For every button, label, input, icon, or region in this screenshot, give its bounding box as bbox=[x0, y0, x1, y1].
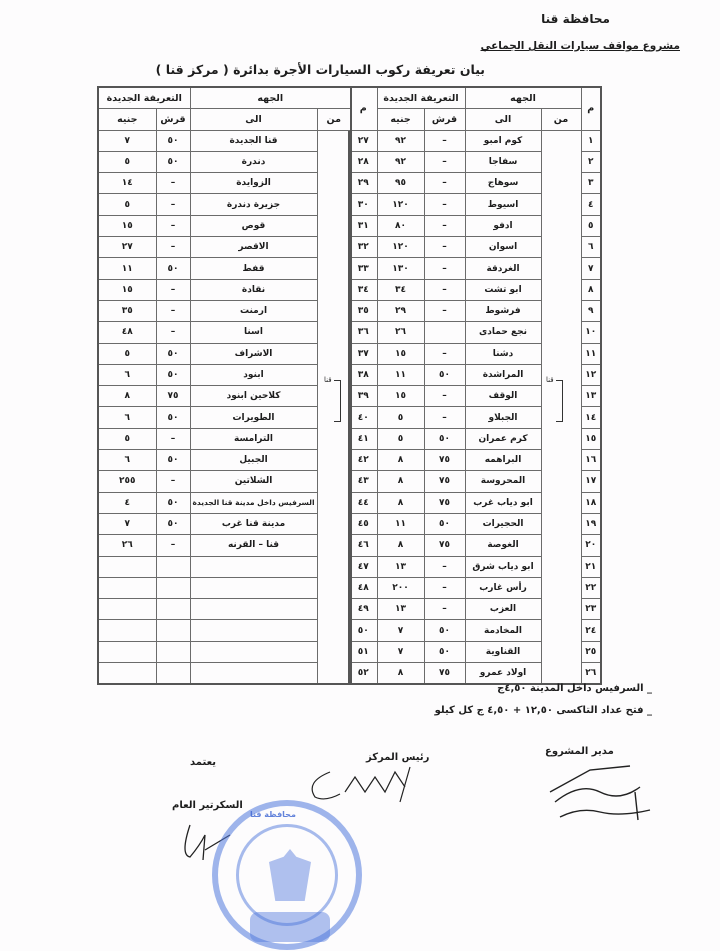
col-to-header: الى bbox=[190, 109, 317, 130]
pounds-cell: ٨ bbox=[377, 471, 424, 492]
piasters-cell: ٧٥ bbox=[424, 492, 465, 513]
to-cell: قنا الجديدة bbox=[190, 130, 317, 151]
piasters-cell: – bbox=[424, 173, 465, 194]
fare-table-right bbox=[348, 86, 602, 685]
pounds-cell: ٩٢ bbox=[377, 130, 424, 151]
from-bracket-label: قنا bbox=[324, 376, 332, 384]
pounds-cell: ٧ bbox=[377, 620, 424, 641]
to-cell: دندرة bbox=[190, 151, 317, 172]
eagle-emblem-icon bbox=[269, 849, 311, 901]
row-num-cell: ١٨ bbox=[581, 492, 601, 513]
to-cell: اولاد عمرو bbox=[465, 663, 541, 685]
row-num-cell: ٦ bbox=[581, 237, 601, 258]
to-cell: نقادة bbox=[190, 279, 317, 300]
row-num-cell: ٢٢ bbox=[581, 577, 601, 598]
col-direction-header: الجهه bbox=[465, 87, 581, 109]
pounds-cell: ٥ bbox=[377, 428, 424, 449]
piasters-cell: – bbox=[156, 428, 190, 449]
row-num-cell: ٢٨ bbox=[349, 151, 377, 172]
piasters-cell: – bbox=[424, 151, 465, 172]
row-num-cell: ١٩ bbox=[581, 513, 601, 534]
to-cell: رأس غارب bbox=[465, 577, 541, 598]
table-row bbox=[98, 407, 351, 428]
row-num-cell: ٩ bbox=[581, 300, 601, 321]
piasters-cell bbox=[424, 322, 465, 343]
pounds-cell: ١٢٠ bbox=[377, 194, 424, 215]
table-row bbox=[98, 663, 351, 685]
pounds-cell: ٩٥ bbox=[377, 173, 424, 194]
to-cell: اسوان bbox=[465, 237, 541, 258]
piasters-cell bbox=[156, 663, 190, 685]
row-num-cell: ٤٠ bbox=[349, 407, 377, 428]
pounds-cell: ١١ bbox=[377, 364, 424, 385]
to-cell: مدينة قنا غرب bbox=[190, 513, 317, 534]
row-num-cell: ١٣ bbox=[581, 386, 601, 407]
note-taxi-meter: _ فتح عداد التاكسى ١٢,٥٠ + ٤,٥٠ ج كل كيلو bbox=[434, 705, 652, 716]
table-row bbox=[98, 492, 351, 513]
approve-label: يعتمد bbox=[190, 757, 216, 768]
pounds-cell: ٣٤ bbox=[377, 279, 424, 300]
piasters-cell: – bbox=[424, 194, 465, 215]
table-row bbox=[98, 151, 351, 172]
row-num-cell: ١٧ bbox=[581, 471, 601, 492]
pounds-cell: ٧ bbox=[98, 513, 156, 534]
to-cell bbox=[190, 577, 317, 598]
table-row bbox=[98, 535, 351, 556]
table-row bbox=[98, 556, 351, 577]
pounds-cell: ٢٥٥ bbox=[98, 471, 156, 492]
stamp-inner-ring bbox=[236, 824, 338, 926]
to-cell: المخادمة bbox=[465, 620, 541, 641]
pounds-cell: ٨ bbox=[98, 386, 156, 407]
row-num-cell: ٤٣ bbox=[349, 471, 377, 492]
row-num-cell: ٢٥ bbox=[581, 641, 601, 662]
project-subtitle: مشروع مواقف سيارات النقل الجماعي bbox=[480, 40, 680, 52]
piasters-cell: ٧٥ bbox=[424, 450, 465, 471]
row-num-cell: ٢١ bbox=[581, 556, 601, 577]
note-service-fare: _ السرفيس داخل المدينة ٤,٥٠ج bbox=[497, 683, 652, 694]
pounds-cell: ٩٢ bbox=[377, 151, 424, 172]
to-cell: سفاجا bbox=[465, 151, 541, 172]
row-num-cell: ٢٦ bbox=[581, 663, 601, 685]
row-num-cell: ٥٢ bbox=[349, 663, 377, 685]
piasters-cell: ٥٠ bbox=[156, 258, 190, 279]
piasters-cell bbox=[156, 577, 190, 598]
to-cell: الجبلاو bbox=[465, 407, 541, 428]
piasters-cell: ٥٠ bbox=[424, 641, 465, 662]
col-new-fare-header: التعريفة الجديدة bbox=[377, 87, 465, 109]
bracket-line-icon bbox=[334, 380, 341, 422]
piasters-cell bbox=[156, 641, 190, 662]
row-num-cell: ٣٥ bbox=[349, 300, 377, 321]
to-cell: السرفيس داخل مدينة قنا الجديدة bbox=[190, 492, 317, 513]
governorate-title: محافظة قنا bbox=[541, 12, 610, 26]
piasters-cell: – bbox=[156, 535, 190, 556]
row-num-cell: ٤ bbox=[581, 194, 601, 215]
piasters-cell: – bbox=[424, 130, 465, 151]
to-cell: اسيوط bbox=[465, 194, 541, 215]
col-new-fare-header: التعريفة الجديدة bbox=[98, 87, 190, 109]
row-num-cell: ١٢ bbox=[581, 364, 601, 385]
row-num-cell: ٤٥ bbox=[349, 513, 377, 534]
row-num-cell: ٤٨ bbox=[349, 577, 377, 598]
pounds-cell: ٦ bbox=[98, 407, 156, 428]
pounds-cell: ١٣٠ bbox=[377, 258, 424, 279]
table-row bbox=[98, 343, 351, 364]
row-num-cell: ٣٧ bbox=[349, 343, 377, 364]
col-piasters-header: قرش bbox=[424, 109, 465, 130]
piasters-cell: ٧٥ bbox=[424, 663, 465, 685]
col-num-header-2: م bbox=[349, 87, 377, 130]
row-num-cell: ٢٣ bbox=[581, 599, 601, 620]
pounds-cell: ٨ bbox=[377, 535, 424, 556]
row-num-cell: ٤١ bbox=[349, 428, 377, 449]
pounds-cell: ٦ bbox=[98, 450, 156, 471]
pounds-cell: ١١ bbox=[98, 258, 156, 279]
row-num-cell: ١٠ bbox=[581, 322, 601, 343]
to-cell bbox=[190, 663, 317, 685]
row-num-cell: ٤٩ bbox=[349, 599, 377, 620]
row-num-cell: ٣٣ bbox=[349, 258, 377, 279]
to-cell: الغردقة bbox=[465, 258, 541, 279]
table-row bbox=[98, 471, 351, 492]
pounds-cell: ٨ bbox=[377, 663, 424, 685]
piasters-cell: – bbox=[424, 215, 465, 236]
row-num-cell: ٤٧ bbox=[349, 556, 377, 577]
stamp-tab bbox=[250, 912, 330, 942]
to-cell: الاشراف bbox=[190, 343, 317, 364]
row-num-cell: ٣٤ bbox=[349, 279, 377, 300]
pounds-cell bbox=[98, 620, 156, 641]
center-head-title: رئيس المركز bbox=[366, 752, 430, 763]
col-direction-header: الجهه bbox=[190, 87, 351, 109]
col-piasters-header: قرش bbox=[156, 109, 190, 130]
to-cell: الزوايدة bbox=[190, 173, 317, 194]
pounds-cell: ٤ bbox=[98, 492, 156, 513]
table-row bbox=[98, 364, 351, 385]
table-row bbox=[98, 599, 351, 620]
row-num-cell: ٣١ bbox=[349, 215, 377, 236]
pounds-cell: ٧ bbox=[377, 641, 424, 662]
piasters-cell: ٧٥ bbox=[156, 386, 190, 407]
row-num-cell: ١٤ bbox=[581, 407, 601, 428]
pounds-cell: ٢٩ bbox=[377, 300, 424, 321]
piasters-cell: – bbox=[424, 343, 465, 364]
piasters-cell: ٥٠ bbox=[156, 343, 190, 364]
piasters-cell: – bbox=[424, 300, 465, 321]
pounds-cell: ١٣ bbox=[377, 556, 424, 577]
piasters-cell: ٥٠ bbox=[156, 492, 190, 513]
pounds-cell: ١٥ bbox=[98, 215, 156, 236]
from-bracket-label: قنا bbox=[546, 376, 554, 384]
row-num-cell: ٣٩ bbox=[349, 386, 377, 407]
row-num-cell: ٢٤ bbox=[581, 620, 601, 641]
piasters-cell: – bbox=[156, 194, 190, 215]
piasters-cell bbox=[156, 556, 190, 577]
to-cell: نجع حمادى bbox=[465, 322, 541, 343]
pounds-cell: ٤٨ bbox=[98, 322, 156, 343]
table-row bbox=[98, 279, 351, 300]
piasters-cell: ٥٠ bbox=[424, 620, 465, 641]
piasters-cell: – bbox=[424, 556, 465, 577]
to-cell bbox=[190, 556, 317, 577]
piasters-cell: – bbox=[156, 237, 190, 258]
pounds-cell: ٨٠ bbox=[377, 215, 424, 236]
to-cell: الطويرات bbox=[190, 407, 317, 428]
piasters-cell: ٥٠ bbox=[156, 407, 190, 428]
pounds-cell: ٥ bbox=[377, 407, 424, 428]
piasters-cell: – bbox=[424, 279, 465, 300]
to-cell: ادفو bbox=[465, 215, 541, 236]
to-cell: ارمنت bbox=[190, 300, 317, 321]
table-row bbox=[98, 322, 351, 343]
table-row bbox=[98, 450, 351, 471]
row-num-cell: ٢ bbox=[581, 151, 601, 172]
row-num-cell: ٣٦ bbox=[349, 322, 377, 343]
pounds-cell: ١٥ bbox=[98, 279, 156, 300]
to-cell: الغوصة bbox=[465, 535, 541, 556]
piasters-cell bbox=[156, 620, 190, 641]
table-row bbox=[349, 130, 601, 151]
to-cell: المحروسة bbox=[465, 471, 541, 492]
pounds-cell: ٥ bbox=[98, 428, 156, 449]
row-num-cell: ١٥ bbox=[581, 428, 601, 449]
row-num-cell: ٣٢ bbox=[349, 237, 377, 258]
project-manager-title: مدير المشروع bbox=[545, 746, 614, 757]
pounds-cell: ١٢٠ bbox=[377, 237, 424, 258]
from-bracket-right bbox=[546, 376, 563, 422]
to-cell: ابو دياب شرق bbox=[465, 556, 541, 577]
to-cell bbox=[190, 599, 317, 620]
table-row bbox=[98, 215, 351, 236]
table-row bbox=[98, 513, 351, 534]
row-num-cell: ١ bbox=[581, 130, 601, 151]
table-row bbox=[98, 237, 351, 258]
to-cell: كوم امبو bbox=[465, 130, 541, 151]
row-num-cell: ٣٠ bbox=[349, 194, 377, 215]
pounds-cell: ٢٦ bbox=[98, 535, 156, 556]
project-manager-signature-icon bbox=[540, 762, 660, 822]
to-cell: كلاحين ابنود bbox=[190, 386, 317, 407]
row-num-cell: ٥٠ bbox=[349, 620, 377, 641]
piasters-cell: ٥٠ bbox=[156, 151, 190, 172]
piasters-cell: ٥٠ bbox=[424, 428, 465, 449]
piasters-cell: ٥٠ bbox=[156, 450, 190, 471]
pounds-cell bbox=[98, 556, 156, 577]
table-row bbox=[98, 577, 351, 598]
col-to-header: الى bbox=[465, 109, 541, 130]
col-from-header: من bbox=[317, 109, 351, 130]
row-num-cell: ٥ bbox=[581, 215, 601, 236]
secretary-general-title: السكرتير العام bbox=[172, 800, 243, 811]
piasters-cell: ٥٠ bbox=[156, 513, 190, 534]
row-num-cell: ٢٩ bbox=[349, 173, 377, 194]
pounds-cell: ١٤ bbox=[98, 173, 156, 194]
piasters-cell: – bbox=[424, 577, 465, 598]
to-cell: قنا – القرنه bbox=[190, 535, 317, 556]
stamp-text: محافظة قنا bbox=[250, 810, 296, 819]
to-cell bbox=[190, 641, 317, 662]
title-suffix: ) bbox=[155, 62, 162, 77]
to-cell: ابنود bbox=[190, 364, 317, 385]
piasters-cell: ٧٥ bbox=[424, 471, 465, 492]
piasters-cell: – bbox=[424, 258, 465, 279]
piasters-cell: ٧٥ bbox=[424, 535, 465, 556]
piasters-cell: ٥٠ bbox=[156, 130, 190, 151]
col-from-header: من bbox=[541, 109, 581, 130]
to-cell: دشنا bbox=[465, 343, 541, 364]
piasters-cell: – bbox=[424, 386, 465, 407]
to-cell: قفط bbox=[190, 258, 317, 279]
from-bracket-left bbox=[324, 376, 341, 422]
to-cell: الوقف bbox=[465, 386, 541, 407]
row-num-cell: ٥١ bbox=[349, 641, 377, 662]
piasters-cell: – bbox=[156, 300, 190, 321]
fare-table-left bbox=[97, 86, 352, 685]
pounds-cell: ٢٠٠ bbox=[377, 577, 424, 598]
to-cell bbox=[190, 620, 317, 641]
pounds-cell bbox=[98, 663, 156, 685]
row-num-cell: ٧ bbox=[581, 258, 601, 279]
row-num-cell: ١٦ bbox=[581, 450, 601, 471]
to-cell: القناوية bbox=[465, 641, 541, 662]
to-cell: قوص bbox=[190, 215, 317, 236]
document-title bbox=[155, 62, 485, 77]
table-row bbox=[98, 620, 351, 641]
row-num-cell: ٢٧ bbox=[349, 130, 377, 151]
row-num-cell: ٤٢ bbox=[349, 450, 377, 471]
table-row bbox=[98, 641, 351, 662]
to-cell: المراشدة bbox=[465, 364, 541, 385]
pounds-cell: ٢٧ bbox=[98, 237, 156, 258]
table-row bbox=[98, 300, 351, 321]
piasters-cell: – bbox=[424, 599, 465, 620]
center-head-signature-icon bbox=[300, 762, 420, 812]
piasters-cell: – bbox=[424, 407, 465, 428]
table-row bbox=[98, 258, 351, 279]
to-cell: فرشوط bbox=[465, 300, 541, 321]
piasters-cell: ٥٠ bbox=[424, 364, 465, 385]
piasters-cell: – bbox=[156, 279, 190, 300]
to-cell: الجبيل bbox=[190, 450, 317, 471]
to-cell: ابو دياب غرب bbox=[465, 492, 541, 513]
to-cell: البراهمه bbox=[465, 450, 541, 471]
title-prefix: بيان تعريفة ركوب السيارات الأجرة بدائرة ( bbox=[223, 62, 485, 77]
pounds-cell: ١٥ bbox=[377, 386, 424, 407]
pounds-cell: ١٣ bbox=[377, 599, 424, 620]
piasters-cell bbox=[156, 599, 190, 620]
to-cell: كرم عمران bbox=[465, 428, 541, 449]
row-num-cell: ٤٦ bbox=[349, 535, 377, 556]
piasters-cell: – bbox=[156, 173, 190, 194]
pounds-cell bbox=[98, 577, 156, 598]
row-num-cell: ٣٨ bbox=[349, 364, 377, 385]
to-cell: العزب bbox=[465, 599, 541, 620]
col-pounds-header: جنيه bbox=[98, 109, 156, 130]
to-cell: الحجيرات bbox=[465, 513, 541, 534]
row-num-cell: ٤٤ bbox=[349, 492, 377, 513]
to-cell: الشلاتين bbox=[190, 471, 317, 492]
pounds-cell: ٥ bbox=[98, 343, 156, 364]
table-row bbox=[98, 173, 351, 194]
col-pounds-header: جنيه bbox=[377, 109, 424, 130]
pounds-cell bbox=[98, 599, 156, 620]
table-row bbox=[98, 386, 351, 407]
to-cell: ابو تشت bbox=[465, 279, 541, 300]
piasters-cell: – bbox=[156, 322, 190, 343]
piasters-cell: – bbox=[156, 215, 190, 236]
col-num-header: م bbox=[581, 87, 601, 130]
pounds-cell: ٧ bbox=[98, 130, 156, 151]
to-cell: جزيرة دندرة bbox=[190, 194, 317, 215]
table-row bbox=[98, 428, 351, 449]
to-cell: سوهاج bbox=[465, 173, 541, 194]
pounds-cell: ٥ bbox=[98, 151, 156, 172]
pounds-cell: ٣٥ bbox=[98, 300, 156, 321]
table-row bbox=[98, 130, 351, 151]
pounds-cell: ١١ bbox=[377, 513, 424, 534]
row-num-cell: ٢٠ bbox=[581, 535, 601, 556]
row-num-cell: ٨ bbox=[581, 279, 601, 300]
title-center: مركز قنا bbox=[165, 62, 219, 77]
pounds-cell: ٦ bbox=[98, 364, 156, 385]
to-cell: اسنا bbox=[190, 322, 317, 343]
row-num-cell: ٣ bbox=[581, 173, 601, 194]
piasters-cell: ٥٠ bbox=[424, 513, 465, 534]
row-num-cell: ١١ bbox=[581, 343, 601, 364]
table-row bbox=[98, 194, 351, 215]
piasters-cell: – bbox=[156, 471, 190, 492]
pounds-cell bbox=[98, 641, 156, 662]
pounds-cell: ٥ bbox=[98, 194, 156, 215]
piasters-cell: – bbox=[424, 237, 465, 258]
pounds-cell: ١٥ bbox=[377, 343, 424, 364]
to-cell: الترامسة bbox=[190, 428, 317, 449]
pounds-cell: ٢٦ bbox=[377, 322, 424, 343]
to-cell: الاقصر bbox=[190, 237, 317, 258]
pounds-cell: ٨ bbox=[377, 492, 424, 513]
piasters-cell: ٥٠ bbox=[156, 364, 190, 385]
bracket-line-icon bbox=[556, 380, 563, 422]
pounds-cell: ٨ bbox=[377, 450, 424, 471]
